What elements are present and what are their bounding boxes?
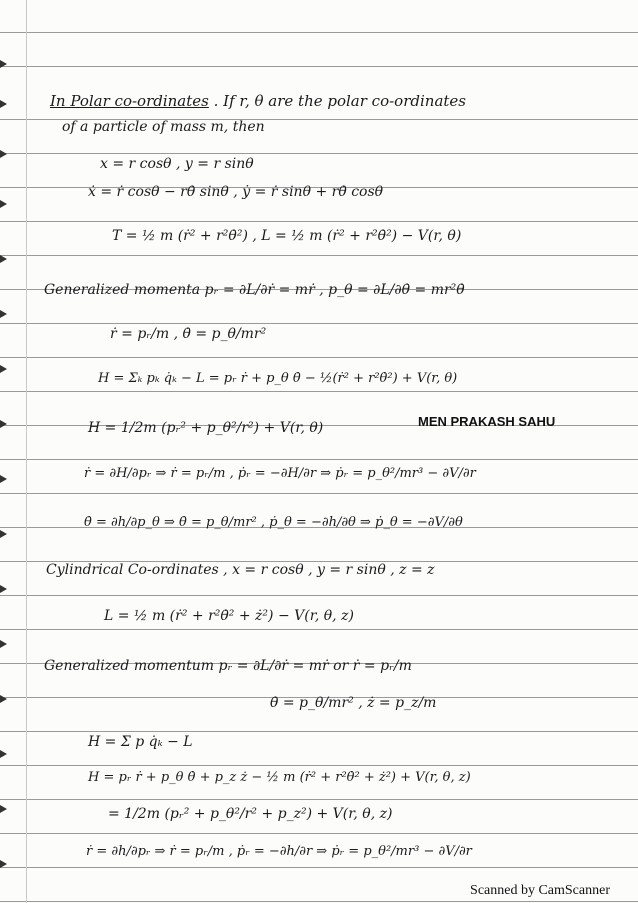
binding-hole	[0, 365, 7, 373]
heading-line	[50, 92, 466, 110]
binding-hole	[0, 420, 7, 428]
eq-hamilton-r: ṙ = ∂H/∂pᵣ ⇒ ṙ = pᵣ/m , ṗᵣ = −∂H/∂r ⇒ ṗᵣ = p_θ²/mr³ − ∂V/∂r	[84, 466, 476, 481]
eq-velocity-momenta: ṙ = pᵣ/m , θ̇ = p_θ/mr²	[110, 326, 267, 342]
eq-hamiltonian-sum: H = Σ p q̇ₖ − L	[88, 734, 193, 750]
margin-line	[26, 0, 27, 903]
eq-generalized-momentum: Generalized momentum pᵣ = ∂L/∂ṙ = mṙ or ṙ = pᵣ/m	[44, 658, 412, 674]
eq-hamiltonian: H = 1/2m (pᵣ² + p_θ²/r²) + V(r, θ)	[88, 420, 324, 436]
eq-kinetic-lagrangian: T = ½ m (ṙ² + r²θ̇²) , L = ½ m (ṙ² + r²θ̇²) − V(r, θ)	[112, 228, 462, 244]
binding-hole	[0, 255, 7, 263]
heading-rest: . If r, θ are the polar co-ordinates	[213, 92, 466, 110]
binding-hole	[0, 805, 7, 813]
heading-cylindrical: Cylindrical Co-ordinates , x = r cosθ , y = r sinθ , z = z	[46, 562, 435, 578]
binding-hole	[0, 200, 7, 208]
binding-hole	[0, 310, 7, 318]
eq-cylindrical-lagrangian: L = ½ m (ṙ² + r²θ̇² + ż²) − V(r, θ, z)	[104, 608, 354, 624]
eq-generalized-momenta: Generalized momenta pᵣ = ∂L/∂ṙ = mṙ , p_θ = ∂L/∂θ̇ = mr²θ̇	[44, 282, 465, 298]
scanner-footer: Scanned by CamScanner	[470, 883, 610, 898]
binding-hole	[0, 100, 7, 108]
eq-cylindrical-hamilton-r: ṙ = ∂h/∂pᵣ ⇒ ṙ = pᵣ/m , ṗᵣ = −∂h/∂r ⇒ ṗᵣ = p_θ²/mr³ − ∂V/∂r	[86, 844, 472, 859]
eq-cylindrical-hamiltonian: = 1/2m (pᵣ² + p_θ²/r² + p_z²) + V(r, θ, z)	[108, 806, 393, 822]
eq-velocities: ẋ = ṙ cosθ − rθ̇ sinθ , ẏ = ṙ sinθ + rθ̇ cosθ	[88, 184, 384, 200]
eq-hamilton-theta: θ̇ = ∂h/∂p_θ ⇒ θ̇ = p_θ/mr² , ṗ_θ = −∂h/∂θ ⇒ ṗ_θ = −∂V/∂θ	[84, 515, 463, 530]
binding-hole	[0, 150, 7, 158]
binding-hole	[0, 60, 7, 68]
binding-hole	[0, 695, 7, 703]
eq-cylindrical-hamiltonian-def: H = pᵣ ṙ + p_θ θ̇ + p_z ż − ½ m (ṙ² + r²θ̇² + ż²) + V(r, θ, z)	[88, 770, 471, 785]
binding-hole	[0, 530, 7, 538]
author-stamp: MEN PRAKASH SAHU	[418, 414, 556, 429]
binding-hole	[0, 750, 7, 758]
eq-hamiltonian-def: H = Σₖ pₖ q̇ₖ − L = pᵣ ṙ + p_θ θ̇ − ½(ṙ² + r²θ̇²) + V(r, θ)	[98, 371, 458, 386]
eq-coordinates: x = r cosθ , y = r sinθ	[100, 156, 254, 172]
binding-hole	[0, 585, 7, 593]
heading-title: In Polar co-ordinates	[50, 92, 209, 110]
eq-theta-z-dot: θ̇ = p_θ/mr² , ż = p_z/m	[270, 695, 437, 711]
binding-hole	[0, 860, 7, 868]
binding-hole	[0, 475, 7, 483]
line-particle: of a particle of mass m, then	[62, 119, 265, 135]
binding-hole	[0, 640, 7, 648]
